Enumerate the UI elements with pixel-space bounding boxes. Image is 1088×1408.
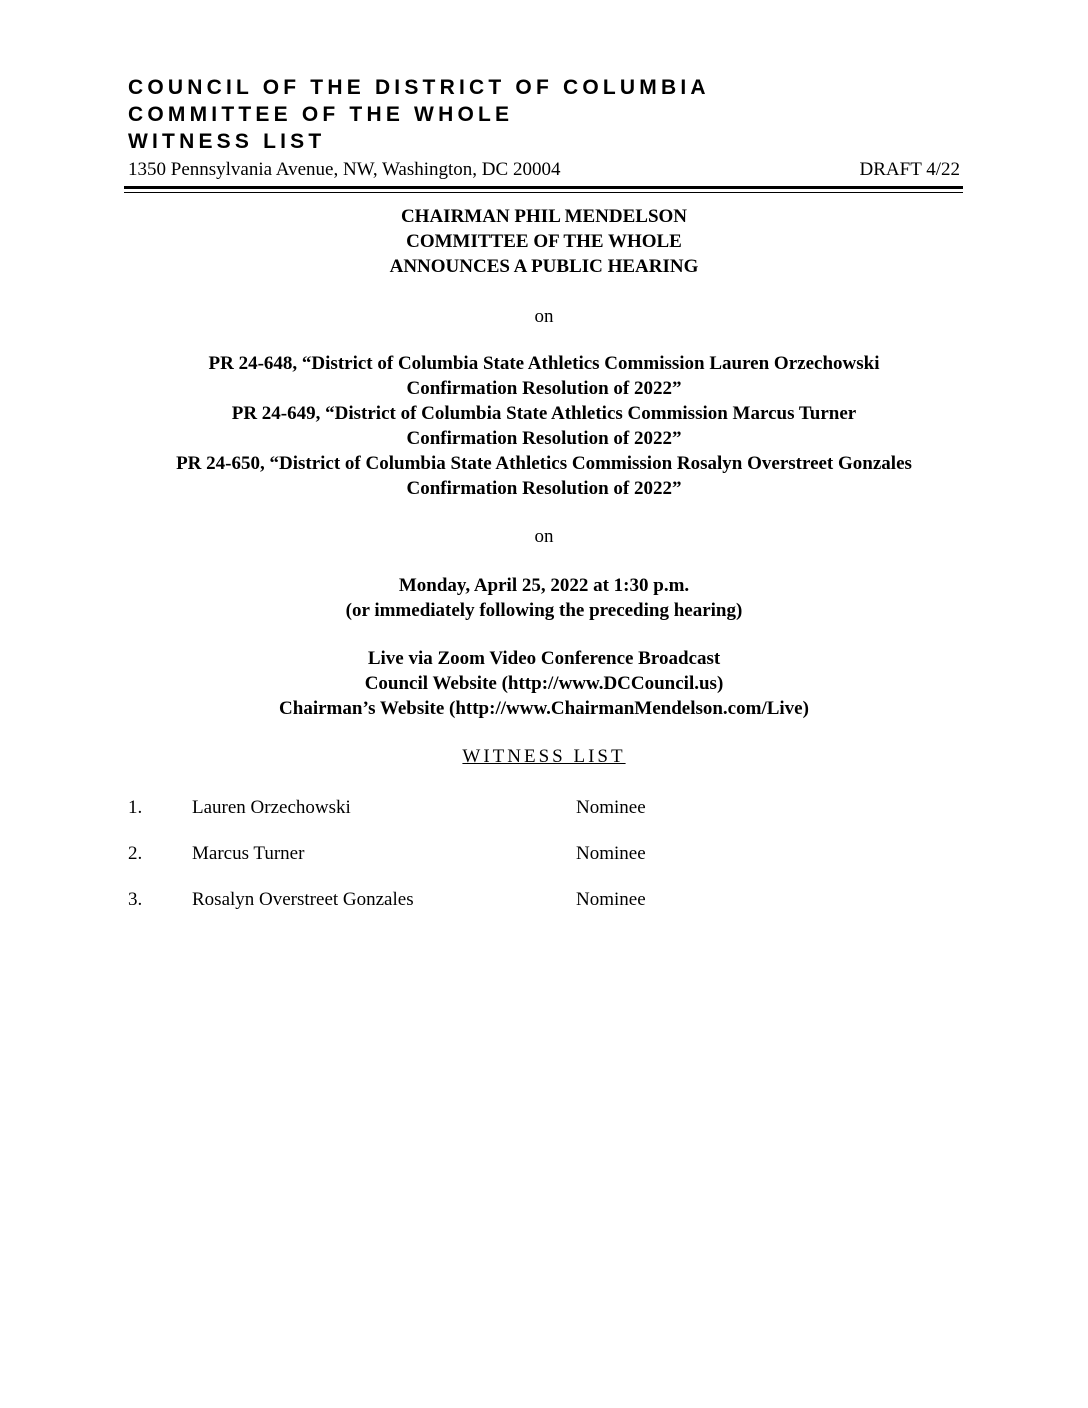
- header-divider-thin: [124, 192, 963, 193]
- announcement-line: ANNOUNCES A PUBLIC HEARING: [389, 256, 699, 277]
- on-separator: on: [534, 306, 554, 327]
- committee-title: COMMITTEE OF THE WHOLE: [128, 103, 514, 126]
- resolution-line: Confirmation Resolution of 2022”: [406, 378, 682, 399]
- hearing-time-note: (or immediately following the preceding hearing): [345, 600, 743, 621]
- on-separator: on: [534, 526, 554, 547]
- council-title: COUNCIL OF THE DISTRICT OF COLUMBIA: [128, 76, 710, 99]
- witness-role: Nominee: [576, 797, 646, 818]
- witness-row: [0, 887, 1088, 913]
- document-type-title: WITNESS LIST: [128, 130, 326, 153]
- resolution-list: [0, 351, 1088, 501]
- witness-name: Rosalyn Overstreet Gonzales: [192, 889, 414, 910]
- witness-name: Lauren Orzechowski: [192, 797, 351, 818]
- broadcast-line: Live via Zoom Video Conference Broadcast: [367, 648, 721, 669]
- chairman-website-line: Chairman’s Website (http://www.ChairmanMendelson.com/Live): [279, 698, 809, 719]
- witness-role: Nominee: [576, 843, 646, 864]
- resolution-line: Confirmation Resolution of 2022”: [406, 478, 682, 499]
- hearing-announcement: [0, 204, 1088, 279]
- witness-row: [0, 841, 1088, 867]
- witness-number: 3.: [128, 889, 143, 910]
- resolution-line: PR 24-648, “District of Columbia State Athletics Commission Lauren Orzechowski: [208, 353, 880, 374]
- header-divider-thick: [124, 186, 963, 189]
- council-website-line: Council Website (http://www.DCCouncil.us): [364, 673, 724, 694]
- witness-row: [0, 795, 1088, 821]
- witness-number: 2.: [128, 843, 143, 864]
- witness-number: 1.: [128, 797, 143, 818]
- resolution-line: PR 24-649, “District of Columbia State Athletics Commission Marcus Turner: [231, 403, 857, 424]
- hearing-datetime: [0, 573, 1088, 623]
- witness-list-heading: [0, 744, 1088, 770]
- draft-label: DRAFT 4/22: [859, 159, 960, 180]
- broadcast-info: [0, 646, 1088, 721]
- resolution-line: PR 24-650, “District of Columbia State Athletics Commission Rosalyn Overstreet Gonzales: [176, 453, 912, 474]
- council-address: 1350 Pennsylvania Avenue, NW, Washington, DC 20004: [128, 159, 561, 180]
- witness-name: Marcus Turner: [192, 843, 305, 864]
- announcement-line: CHAIRMAN PHIL MENDELSON: [400, 206, 688, 227]
- resolution-line: Confirmation Resolution of 2022”: [406, 428, 682, 449]
- hearing-date: Monday, April 25, 2022 at 1:30 p.m.: [398, 575, 690, 596]
- witness-list-heading-text: WITNESS LIST: [462, 746, 626, 767]
- announcement-line: COMMITTEE OF THE WHOLE: [406, 231, 682, 252]
- witness-role: Nominee: [576, 889, 646, 910]
